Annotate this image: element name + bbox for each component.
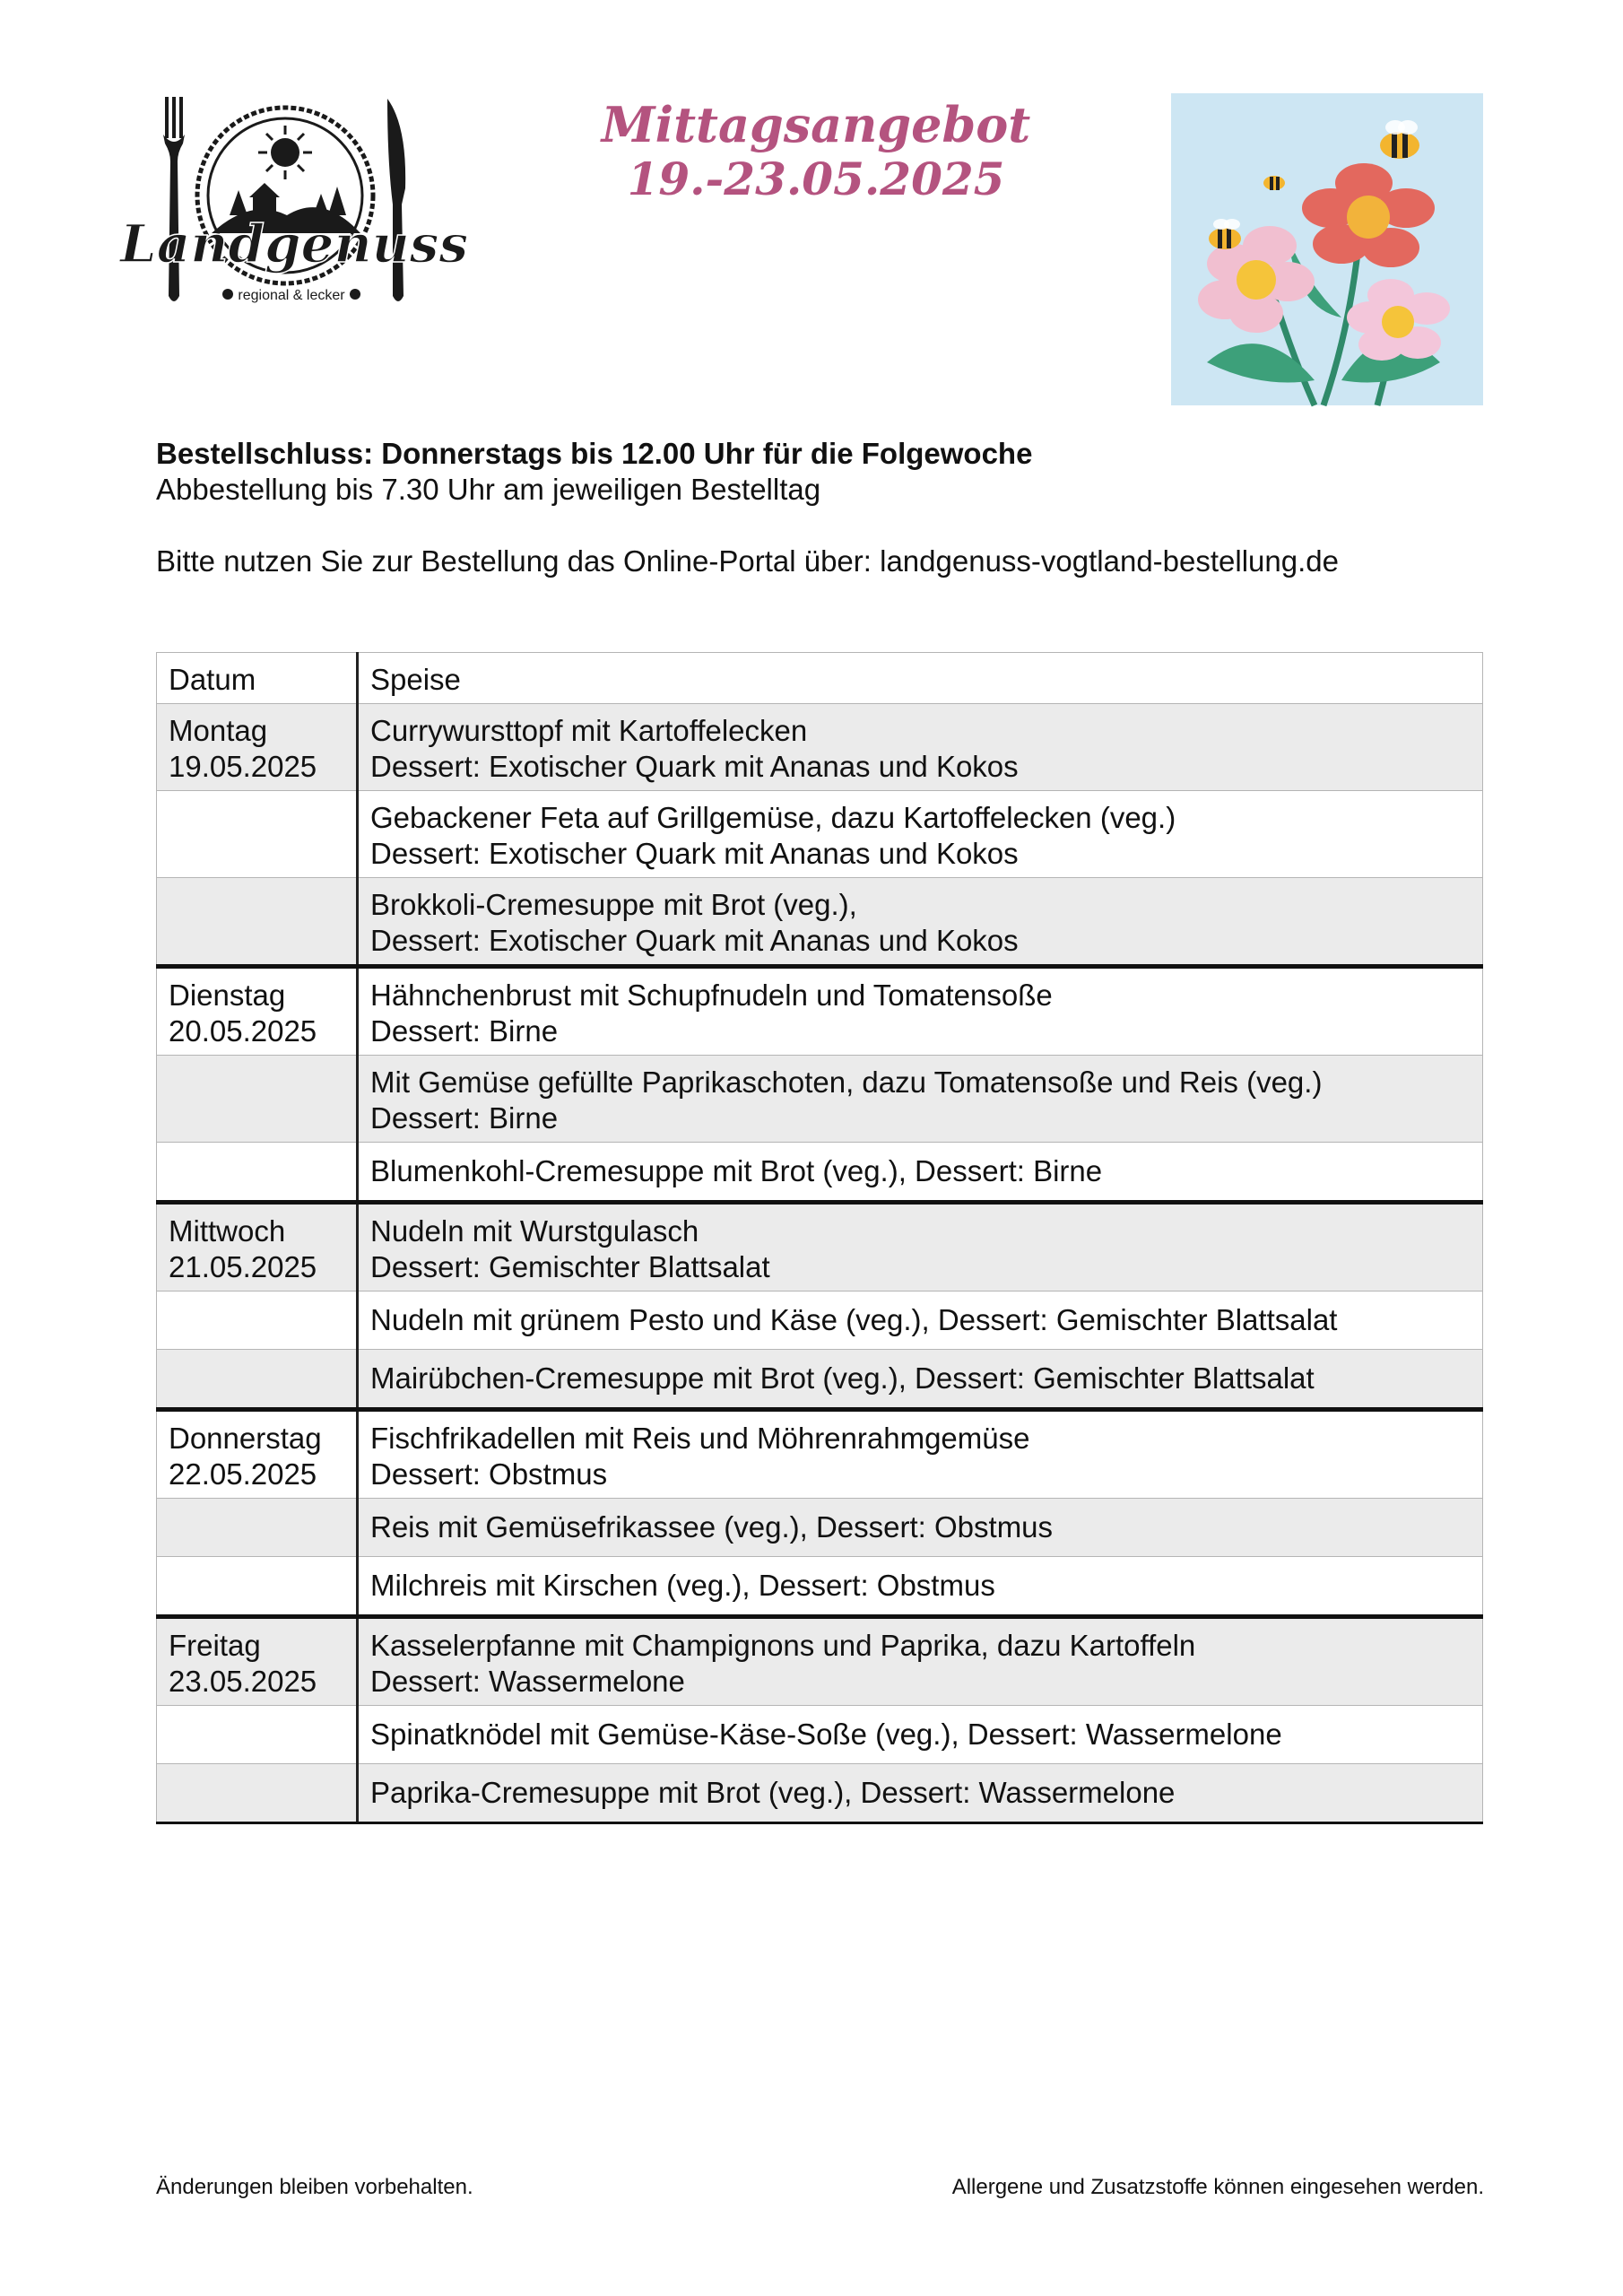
day-name: Mittwoch bbox=[169, 1214, 286, 1248]
date-cell bbox=[157, 1056, 358, 1143]
date-cell bbox=[157, 967, 358, 1056]
day-name: Dienstag bbox=[169, 978, 286, 1012]
table-row bbox=[157, 967, 1483, 1056]
portal-note: Bitte nutzen Sie zur Bestellung das Online-Portal über: landgenuss-vogtland-bestellung.de bbox=[156, 544, 1339, 578]
dish-cell bbox=[358, 878, 1483, 967]
date-cell bbox=[157, 1143, 358, 1203]
dish-cell bbox=[358, 1764, 1483, 1823]
dish-dessert: Dessert: Birne bbox=[370, 1014, 559, 1048]
bee-icon bbox=[1263, 176, 1285, 190]
dish-main: Blumenkohl-Cremesuppe mit Brot (veg.), Dessert: Birne bbox=[370, 1154, 1103, 1187]
dish-cell bbox=[358, 1143, 1483, 1203]
landgenuss-logo bbox=[119, 90, 469, 323]
dish-cell bbox=[358, 791, 1483, 878]
dish-main: Hähnchenbrust mit Schupfnudeln und Tomatensoße bbox=[370, 978, 1053, 1012]
date-cell bbox=[157, 1617, 358, 1706]
dish-cell bbox=[358, 1056, 1483, 1143]
table-row bbox=[157, 1292, 1483, 1350]
dish-main: Reis mit Gemüsefrikassee (veg.), Dessert: Obstmus bbox=[370, 1510, 1054, 1544]
menu-title: Mittagsangebot bbox=[601, 96, 1031, 153]
dish-main: Currywursttopf mit Kartoffelecken bbox=[370, 714, 808, 747]
day-date: 20.05.2025 bbox=[169, 1014, 317, 1048]
date-cell bbox=[157, 1410, 358, 1499]
dish-main: Fischfrikadellen mit Reis und Möhrenrahmgemüse bbox=[370, 1422, 1030, 1455]
day-name: Donnerstag bbox=[169, 1422, 322, 1455]
dish-main: Mairübchen-Cremesuppe mit Brot (veg.), Dessert: Gemischter Blattsalat bbox=[370, 1361, 1315, 1395]
table-row bbox=[157, 791, 1483, 878]
dish-cell bbox=[358, 1706, 1483, 1764]
dish-cell bbox=[358, 1350, 1483, 1410]
table-row bbox=[157, 878, 1483, 967]
date-cell bbox=[157, 1706, 358, 1764]
dish-cell bbox=[358, 967, 1483, 1056]
date-cell bbox=[157, 1292, 358, 1350]
dish-column-header: Speise bbox=[358, 653, 1483, 704]
date-cell bbox=[157, 1350, 358, 1410]
dish-dessert: Dessert: Gemischter Blattsalat bbox=[370, 1250, 770, 1283]
menu-table bbox=[156, 652, 1483, 1824]
menu-title-block bbox=[574, 97, 1058, 206]
dish-cell bbox=[358, 1557, 1483, 1617]
date-column-header: Datum bbox=[157, 653, 358, 704]
date-cell bbox=[157, 1203, 358, 1292]
dish-dessert: Dessert: Wassermelone bbox=[370, 1665, 685, 1698]
dish-cell bbox=[358, 704, 1483, 791]
flowers-bees-illustration bbox=[1171, 93, 1483, 405]
dish-dessert: Dessert: Birne bbox=[370, 1101, 559, 1135]
table-row bbox=[157, 704, 1483, 791]
dish-cell bbox=[358, 1617, 1483, 1706]
date-cell bbox=[157, 704, 358, 791]
dish-main: Brokkoli-Cremesuppe mit Brot (veg.), bbox=[370, 888, 857, 921]
dish-main: Gebackener Feta auf Grillgemüse, dazu Kartoffelecken (veg.) bbox=[370, 801, 1176, 834]
table-row bbox=[157, 1557, 1483, 1617]
dish-main: Milchreis mit Kirschen (veg.), Dessert: Obstmus bbox=[370, 1569, 995, 1602]
dish-main: Nudeln mit Wurstgulasch bbox=[370, 1214, 699, 1248]
date-cell bbox=[157, 878, 358, 967]
table-row bbox=[157, 1706, 1483, 1764]
dish-main: Mit Gemüse gefüllte Paprikaschoten, dazu Tomatensoße und Reis (veg.) bbox=[370, 1065, 1323, 1099]
bee-icon bbox=[1380, 120, 1419, 159]
table-row bbox=[157, 1499, 1483, 1557]
table-row bbox=[157, 1350, 1483, 1410]
table-row bbox=[157, 1203, 1483, 1292]
table-row bbox=[157, 1764, 1483, 1823]
dish-main: Nudeln mit grünem Pesto und Käse (veg.), Dessert: Gemischter Blattsalat bbox=[370, 1303, 1338, 1336]
table-row bbox=[157, 1143, 1483, 1203]
date-cell bbox=[157, 1499, 358, 1557]
logo-tagline: regional & lecker bbox=[238, 288, 345, 303]
bee-icon bbox=[1209, 219, 1241, 249]
day-date: 23.05.2025 bbox=[169, 1665, 317, 1698]
day-name: Montag bbox=[169, 714, 268, 747]
logo-text: Landgenuss bbox=[119, 213, 469, 274]
day-name: Freitag bbox=[169, 1629, 261, 1662]
dish-dessert: Dessert: Obstmus bbox=[370, 1457, 608, 1491]
table-row bbox=[157, 1056, 1483, 1143]
menu-date-range: 19.-23.05.2025 bbox=[627, 152, 1005, 206]
order-deadline: Bestellschluss: Donnerstags bis 12.00 Uhr für die Folgewoche bbox=[156, 437, 1033, 470]
date-cell bbox=[157, 1557, 358, 1617]
dish-cell bbox=[358, 1203, 1483, 1292]
dish-dessert: Dessert: Exotischer Quark mit Ananas und Kokos bbox=[370, 924, 1019, 957]
cancellation-note: Abbestellung bis 7.30 Uhr am jeweiligen Bestelltag bbox=[156, 473, 821, 506]
dish-main: Spinatknödel mit Gemüse-Käse-Soße (veg.), Dessert: Wassermelone bbox=[370, 1718, 1282, 1751]
dish-cell bbox=[358, 1292, 1483, 1350]
date-cell bbox=[157, 791, 358, 878]
table-row bbox=[157, 1410, 1483, 1499]
day-date: 21.05.2025 bbox=[169, 1250, 317, 1283]
dish-dessert: Dessert: Exotischer Quark mit Ananas und Kokos bbox=[370, 837, 1019, 870]
footer-allergen-note: Allergene und Zusatzstoffe können eingesehen werden. bbox=[951, 2175, 1484, 2199]
table-row bbox=[157, 1617, 1483, 1706]
dish-main: Paprika-Cremesuppe mit Brot (veg.), Dessert: Wassermelone bbox=[370, 1776, 1176, 1809]
dish-main: Kasselerpfanne mit Champignons und Paprika, dazu Kartoffeln bbox=[370, 1629, 1196, 1662]
day-date: 22.05.2025 bbox=[169, 1457, 317, 1491]
day-date: 19.05.2025 bbox=[169, 750, 317, 783]
dish-cell bbox=[358, 1410, 1483, 1499]
footer-disclaimer: Änderungen bleiben vorbehalten. bbox=[156, 2175, 473, 2199]
dish-dessert: Dessert: Exotischer Quark mit Ananas und Kokos bbox=[370, 750, 1019, 783]
order-info bbox=[156, 436, 1339, 579]
date-cell bbox=[157, 1764, 358, 1823]
dish-cell bbox=[358, 1499, 1483, 1557]
table-header-row bbox=[157, 653, 1483, 704]
